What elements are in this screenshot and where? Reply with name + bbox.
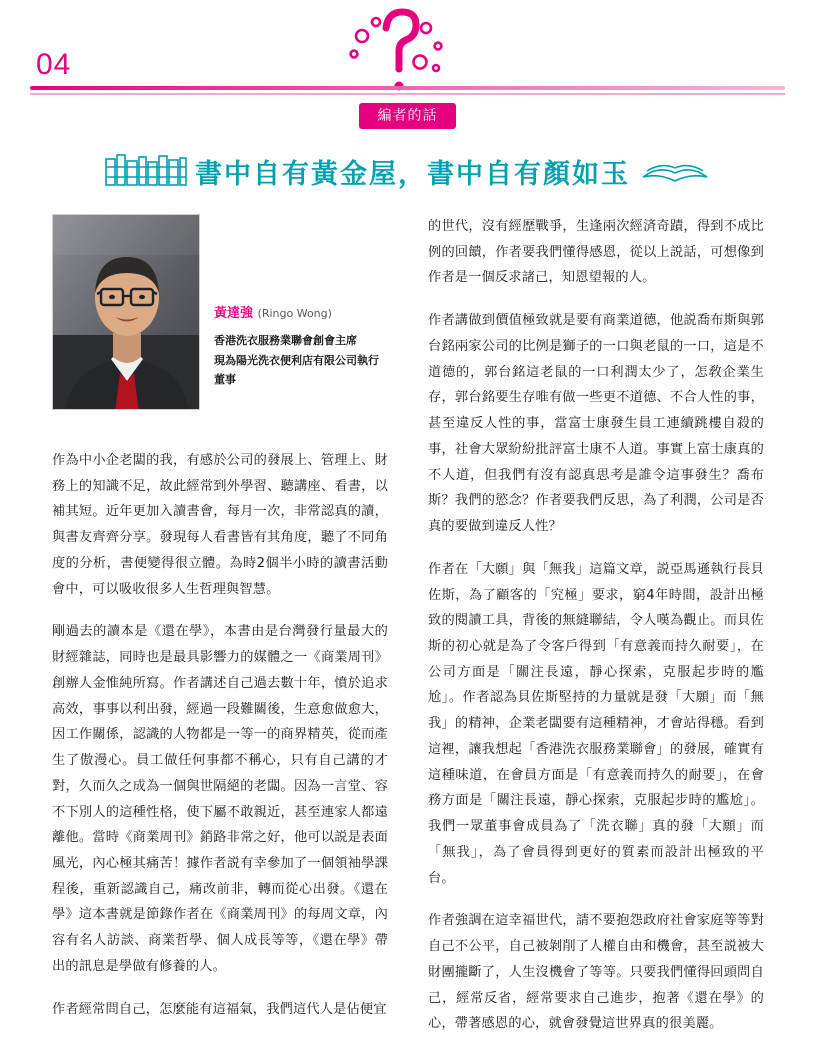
question-mark-bubbles-icon [340,6,460,92]
author-name-en: (Ringo Wong) [257,307,332,320]
article-title-row [0,152,815,210]
author-info [214,306,388,390]
author-name [214,306,388,323]
paragraph: 作者講做到價值極致就是要有商業道德，他説喬布斯與郭台銘兩家公司的比例是獅子的一口與老鼠的一口，這是不道德的，郭台銘這老鼠的一口利潤太少了，怎敎企業生存，郭台銘要生存唯有做一些更不道德、不合人性的事，甚至違反人性的事，當富士康發生員工連續跳樓自殺的事，社會大眾紛紛批評富士康不人道。事實上富士康真的不人道，但我們有沒有認真思考是誰令這事發生？喬布斯？我們的慾念？作者要我們反思，為了利潤，公司是否真的要做到違反人性？ [428,313,764,535]
paragraph: 剛過去的讀本是《還在學》，本書由是台灣發行量最大的財經雜誌，同時也是最具影響力的媒體之一《商業周刊》創辦人金惟純所寫。作者講述自己過去數十年，憤於追求高效，事事以利出發，經過一段難關後，生意愈做愈大，因工作關係，認識的人物都是一等一的商界精英，從而產生了傲漫心。員工做任何事都不稱心，只有自己講的才對，久而久之成為一個與世隔絕的老闆。因為一言堂、容不下別人的這種性格，使下屬不敢親近，甚至連家人都遠離他。當時《商業周刊》銷路非常之好，他可以説是表面風光，內心極其痛苦！據作者説有幸參加了一個領袖學課程後，重新認識自己，痛改前非，轉而從心出發。《還在學》這本書就是節錄作者在《商業周刊》的每周文章，內容有名人訪談、商業哲學、個人成長等等，《還在學》帶出的訊息是學做有修養的人。 [52,624,388,974]
right-column [428,214,764,1054]
author-profile [52,214,388,436]
page-number: 04 [36,48,72,81]
left-column [52,214,388,1039]
paragraph: 作者經常問自己，怎麼能有這福氣，我們這代人是佔便宜 [52,1001,387,1017]
author-photo [52,214,200,410]
author-name-zh: 黃達強 [214,306,254,321]
author-title-2: 現為陽光洗衣便利店有限公司執行董事 [214,353,379,387]
article-body [52,214,764,1032]
paragraph: 作者強調在這幸福世代，請不要抱怨政府社會家庭等等對自己不公平，自己被剝削了人權自由和機會，甚至説被大財團攏斷了，人生沒機會了等等。只要我們懂得回頭問自己，經常反省，經常要求自己進步，抱著《還在學》的心，帶著感恩的心，就會發覺這世界真的很美麗。 [428,913,764,1032]
page-header [0,0,815,148]
header-divider-secondary [30,93,785,95]
paragraph: 作為中小企老闆的我，有感於公司的發展上、管理上、財務上的知識不足，故此經常到外學習、聽講座、看書，以補其短。近年更加入讀書會，每月一次，非常認真的讀，與書友齊齊分享。發現每人看書皆有其角度，聽了不同角度的分析，書便變得很立體。為時2個半小時的讀書活動會中，可以吸收很多人生哲理與智慧。 [52,453,388,597]
open-book-icon [639,155,711,189]
section-tag-editor-note: 編者的話 [359,103,456,129]
paragraph: 作者在「大願」與「無我」這篇文章，説亞馬遜執行長貝佐斯，為了顧客的「究極」要求，窮4年時間，設計出極致的閱讀工具，背後的無縫聯結，令人嘆為觀止。而貝佐斯的初心就是為了令客戶得到「有意義而持久耐要」，在公司方面是「關注長遠，靜心探索，克服起步時的尷尬」。作者認為貝佐斯堅持的力量就是發「大願」而「無我」的精神，企業老闆要有這種精神，才會站得穩。看到這裡，讓我想起「香港洗衣服務業聯會」的發展，確實有這種味道，在會員方面是「有意義而持久的耐要」，在會務方面是「關注長遠，靜心探索，克服起步時的尷尬」。我們一眾董事會成員為了「洗衣聯」真的發「大願」而「無我」，為了會員得到更好的質素而設計出極致的平台。 [428,561,764,886]
author-title-1: 香港洗衣服務業聯會創會主席 [214,333,357,347]
stack-of-books-icon [104,153,188,191]
header-divider [30,86,785,90]
paragraph: 的世代，沒有經歷戰爭，生逢兩次經済奇蹟，得到不成比例的回饋，作者要我們懂得感恩，從以上説話，可想像到作者是一個反求諸己，知恩望報的人。 [428,219,764,286]
page-title: 書中自有黃金屋，書中自有顏如玉 [195,159,630,190]
